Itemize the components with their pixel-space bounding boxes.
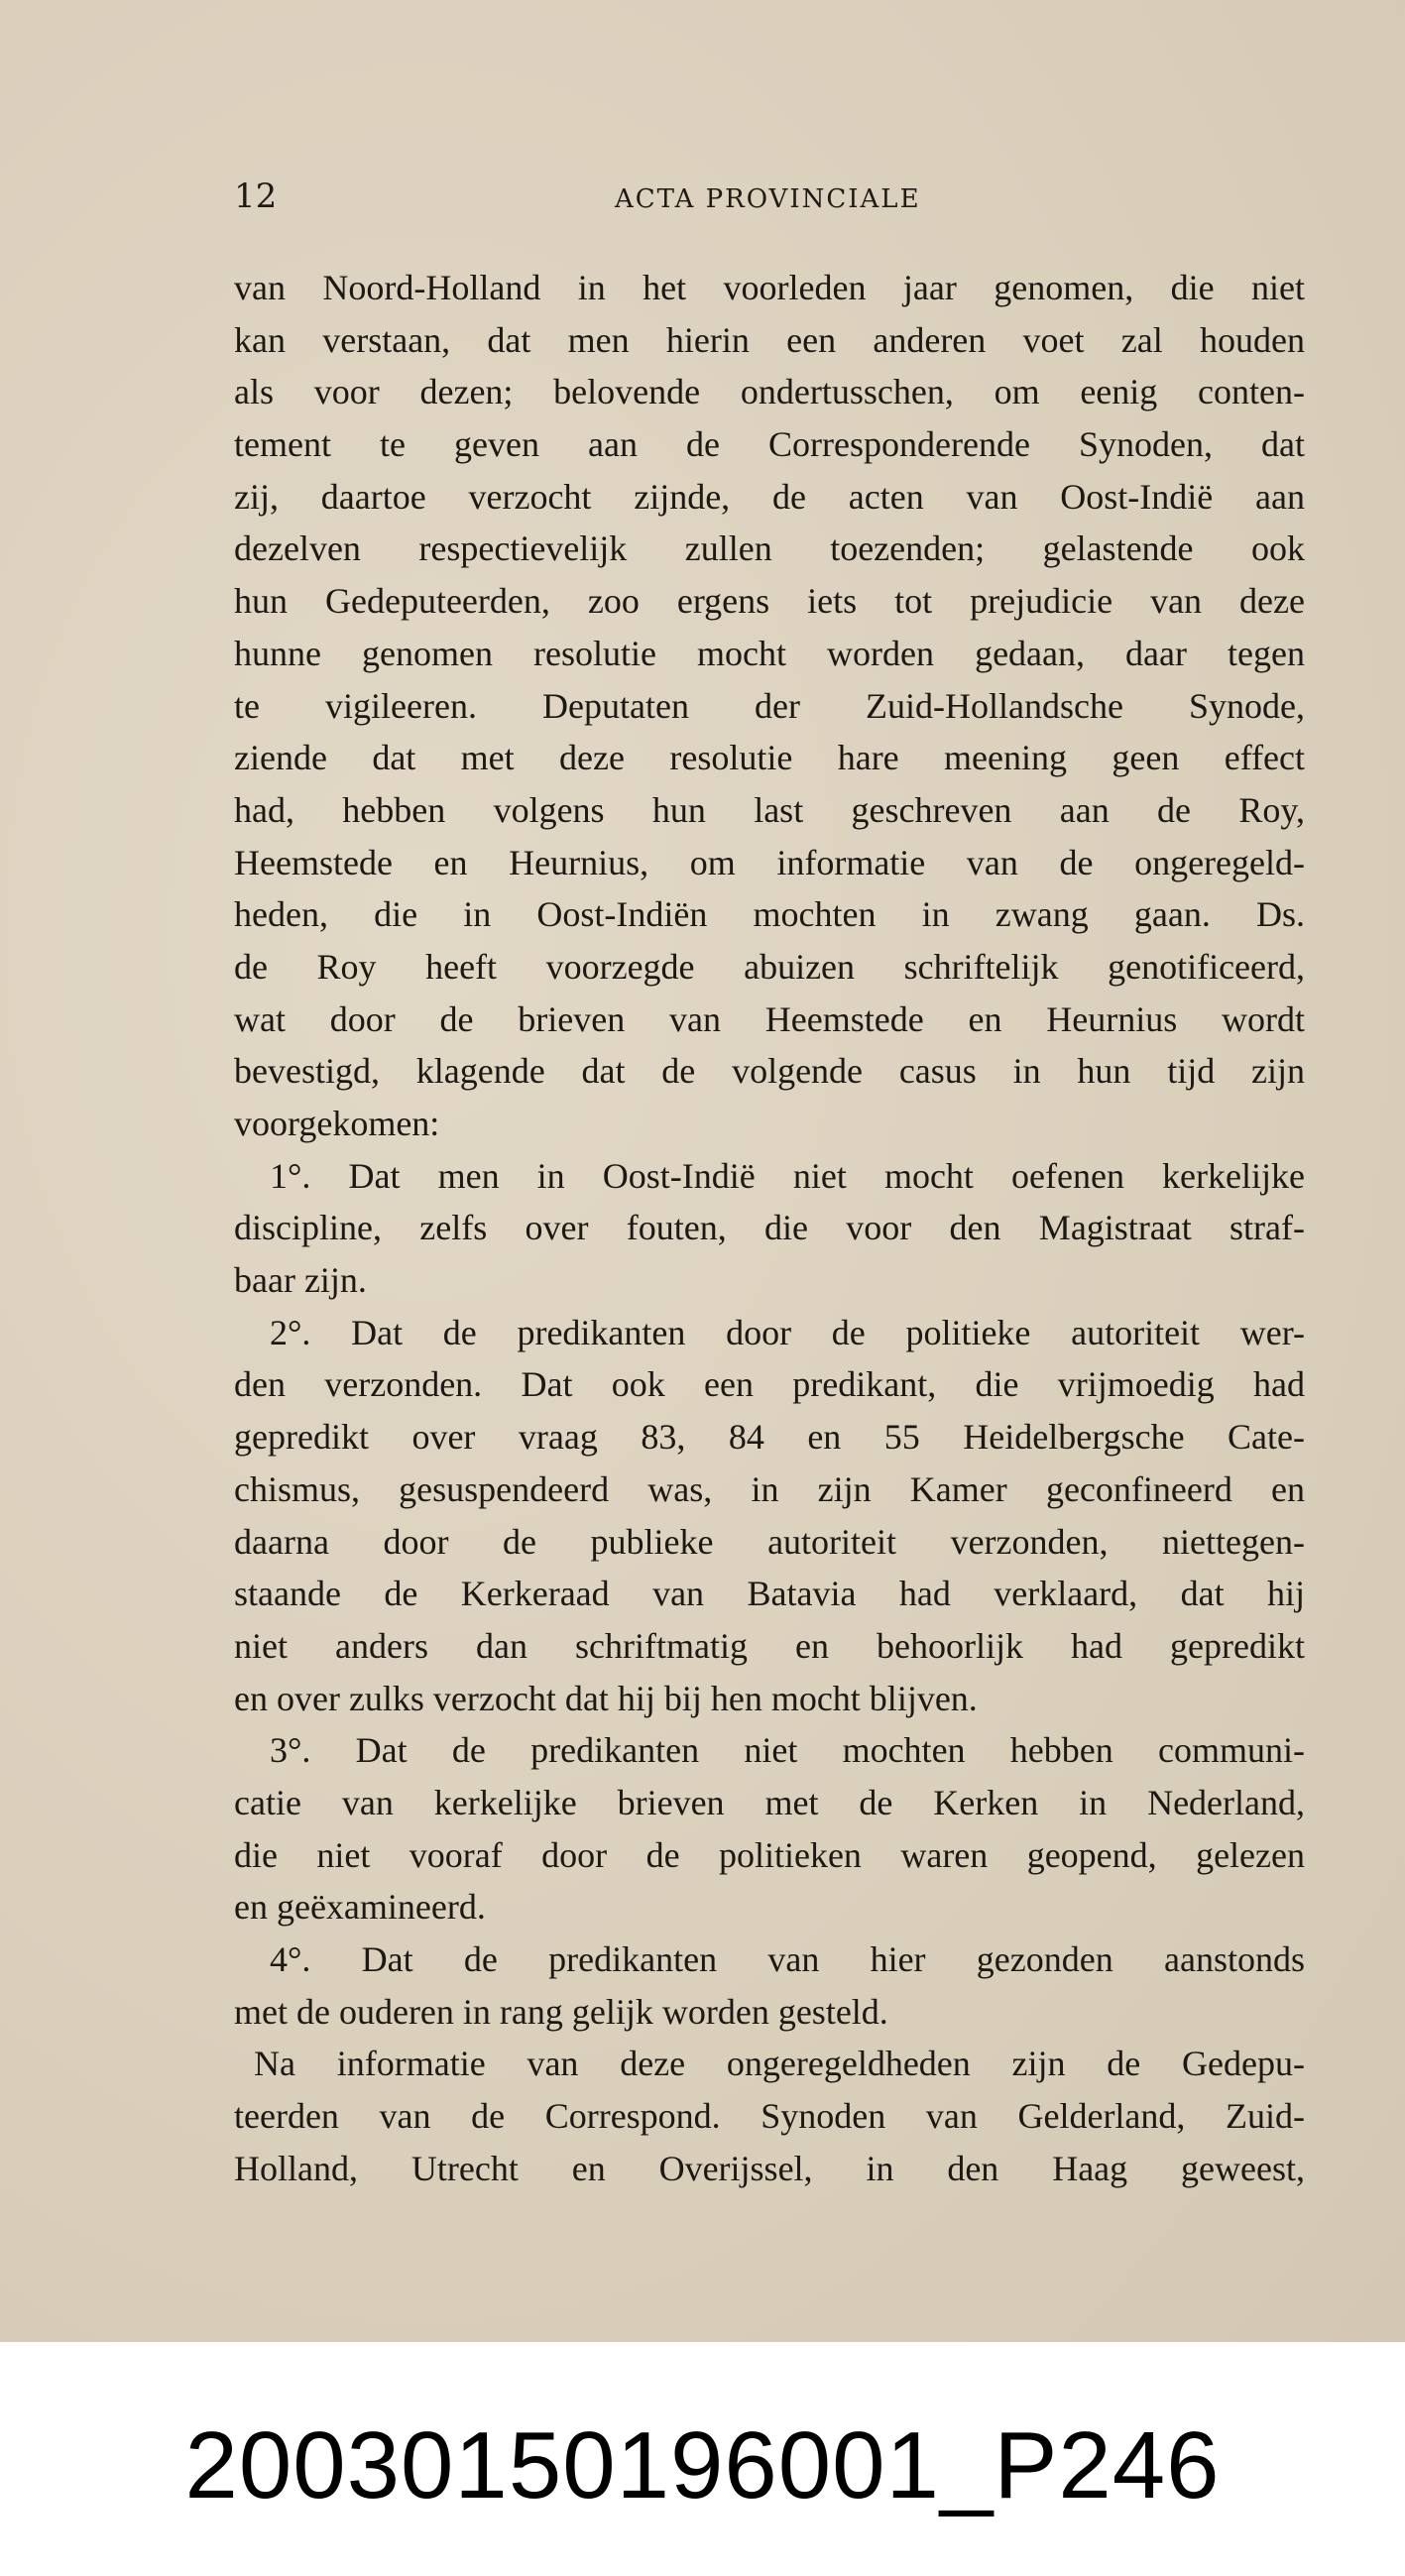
text-line: daarna door de publieke autoriteit verzonden, niettegen- [234,1521,1305,1562]
text-line: en over zulks verzocht dat hij bij hen mocht blijven. [234,1678,978,1718]
text-line: discipline, zelfs over fouten, die voor den Magistraat straf- [234,1208,1305,1248]
text-line: bevestigd, klagende dat de volgende casus in hun tijd zijn [234,1051,1305,1092]
text-line: had, hebben volgens hun last geschreven aan de Roy, [234,789,1305,830]
text-line: Holland, Utrecht en Overijssel, in den Haag geweest, [234,2148,1305,2188]
text-line: met de ouderen in rang gelijk worden gesteld. [234,1991,888,2032]
running-title: ACTA PROVINCIALE [615,184,921,214]
text-line: als voor dezen; belovende ondertusschen, om eenig conten- [234,372,1305,412]
text-line: chismus, gesuspendeerd was, in zijn Kamer geconfineerd en [234,1468,1305,1509]
text-line: niet anders dan schriftmatig en behoorlijk had gepredikt [234,1625,1305,1666]
text-line: zij, daartoe verzocht zijnde, de acten van Oost-Indië aan [234,476,1305,517]
text-line: heden, die in Oost-Indiën mochten in zwang gaan. Ds. [234,894,1305,935]
text-line: 4°. Dat de predikanten van hier gezonden aanstonds [270,1939,1305,1979]
text-line: wat door de brieven van Heemstede en Heurnius wordt [234,998,1305,1039]
text-line: den verzonden. Dat ook een predikant, die vrijmoedig had [234,1364,1305,1405]
text-line: van Noord-Holland in het voorleden jaar genomen, die niet [234,268,1305,307]
body-text [234,262,1305,2194]
scan-footer [0,2342,1405,2576]
text-line: 3°. Dat de predikanten niet mochten hebben communi- [270,1730,1305,1771]
text-line: staande de Kerkeraad van Batavia had verklaard, dat hij [234,1574,1305,1614]
text-line: catie van kerkelijke brieven met de Kerken in Nederland, [234,1782,1305,1822]
text-line: Heemstede en Heurnius, om informatie van de ongeregeld- [234,842,1305,882]
text-line: gepredikt over vraag 83, 84 en 55 Heidelbergsche Cate- [234,1417,1305,1458]
text-line: 2°. Dat de predikanten door de politieke autoriteit wer- [270,1312,1305,1352]
text-line: de Roy heeft voorzegde abuizen schriftelijk genotificeerd, [234,946,1305,987]
text-line: Na informatie van deze ongeregeldheden zijn de Gedepu- [254,2044,1305,2084]
text-line: hun Gedeputeerden, zoo ergens iets tot prejudicie van deze [234,581,1305,622]
page-number: 12 [234,176,278,216]
text-line: baar zijn. [234,1260,367,1301]
text-line: die niet vooraf door de politieken waren geopend, gelezen [234,1834,1305,1875]
text-line: te vigileeren. Deputaten der Zuid-Hollandsche Synode, [234,685,1305,726]
text-line: teerden van de Correspond. Synoden van Gelderland, Zuid- [234,2096,1305,2137]
text-line: tement te geven aan de Corresponderende Synoden, dat [234,424,1305,465]
scan-identifier: 20030150196001_P246 [184,2412,1221,2518]
text-line: hunne genomen resolutie mocht worden gedaan, daar tegen [234,633,1305,673]
text-line: ziende dat met deze resolutie hare meening geen effect [234,738,1305,778]
text-line: voorgekomen: [234,1104,440,1143]
page-header [234,176,1305,226]
text-line: 1°. Dat men in Oost-Indië niet mocht oefenen kerkelijke [270,1155,1305,1196]
text-line: kan verstaan, dat men hierin een anderen voet zal houden [234,319,1305,360]
text-line: dezelven respectievelijk zullen toezenden; gelastende ook [234,528,1305,569]
text-line: en geëxamineerd. [234,1887,486,1928]
